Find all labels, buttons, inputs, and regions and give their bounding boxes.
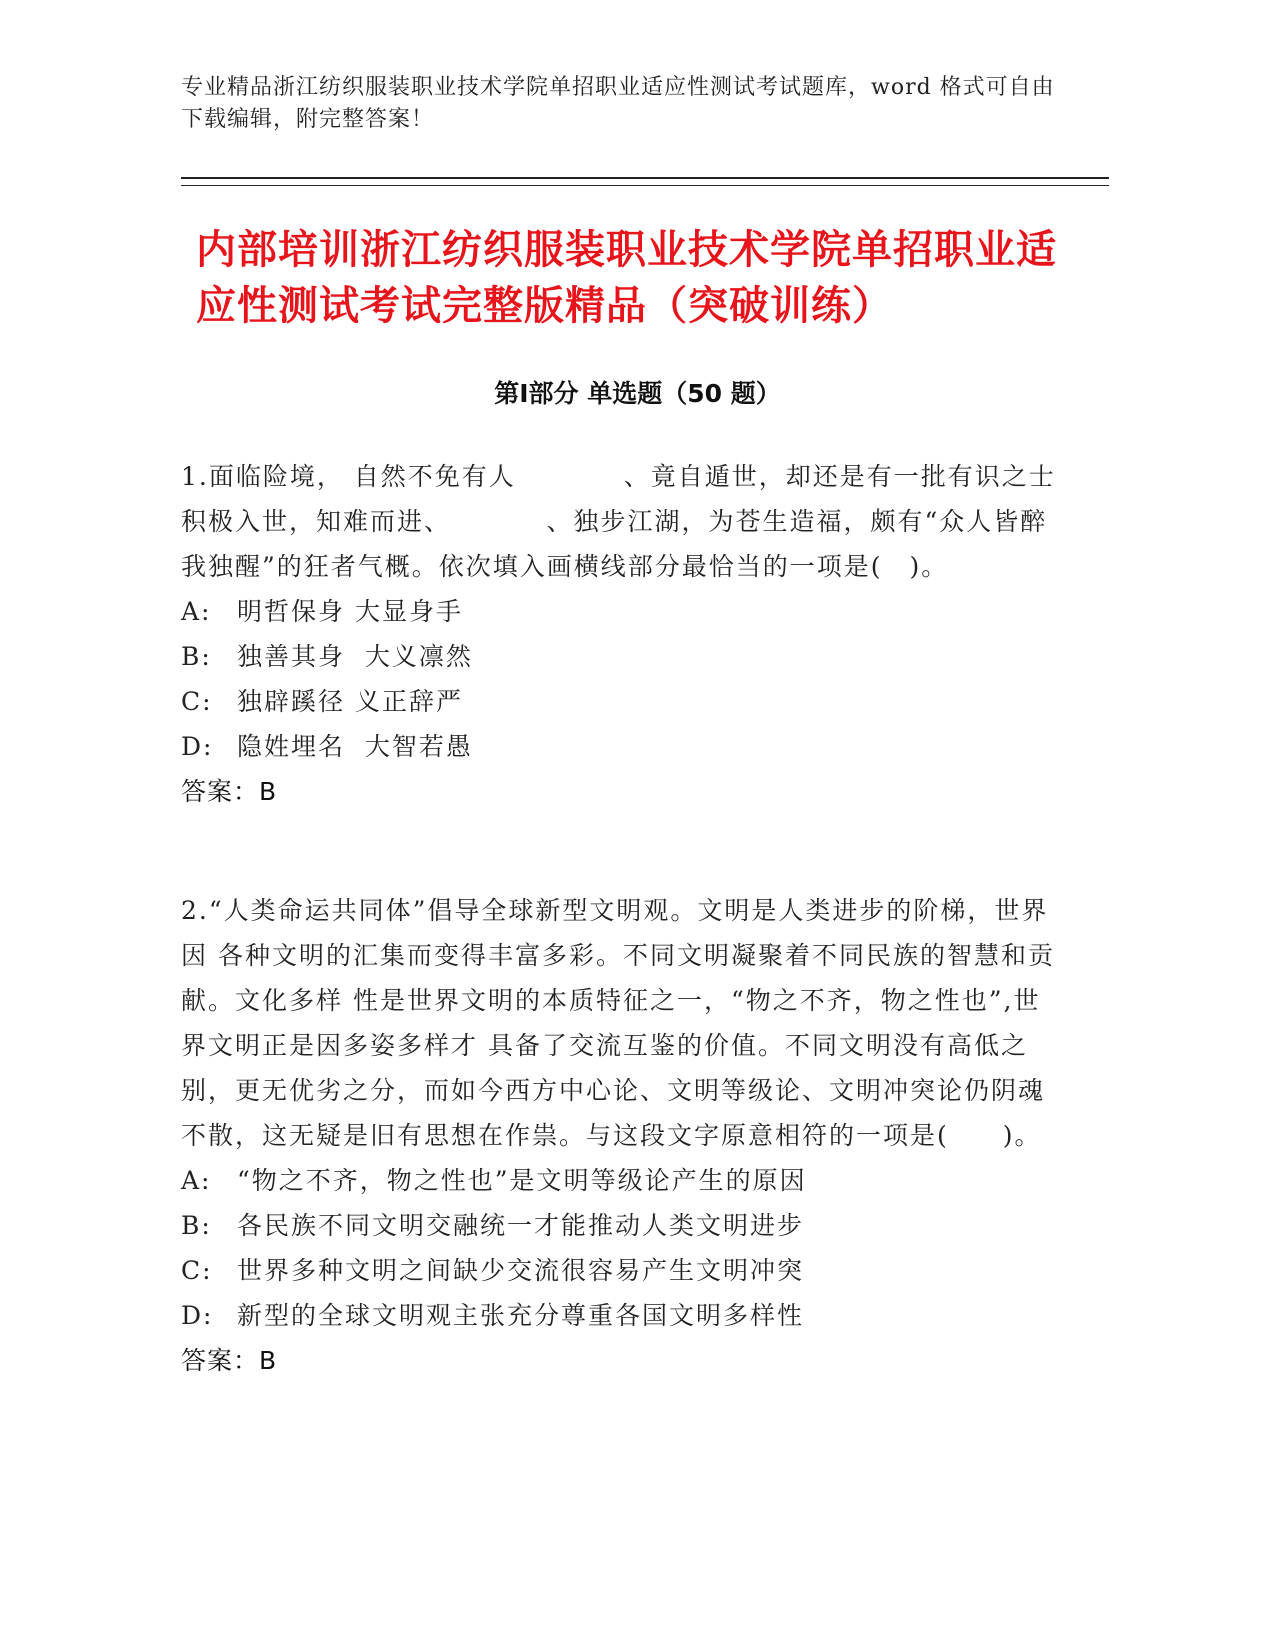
answer: 答案：B: [181, 1346, 278, 1375]
option-text: “物之不齐，物之性也”是文明等级论产生的原因: [237, 1166, 807, 1195]
option-d: [181, 724, 1061, 769]
option-d: [181, 1293, 1061, 1338]
question-1: [181, 454, 1061, 814]
option-text: 独辟蹊径 义正辞严: [237, 687, 463, 716]
option-text: 世界多种文明之间缺少交流很容易产生文明冲突: [237, 1256, 805, 1285]
option-b: [181, 1203, 1061, 1248]
question-2: [181, 888, 1061, 1383]
option-label: A:: [181, 597, 212, 626]
document-title: 内部培训浙江纺织服装职业技术学院单招职业适应性测试考试完整版精品（突破训练）: [196, 227, 1057, 329]
option-label: C:: [181, 687, 213, 716]
question-stem: 1.面临险境， 自然不免有人 、竟自遁世，却还是有一批有识之士积极入世，知难而进、 、独步江湖，为苍生造福，颇有“众人皆醉我独醒”的狂者气概。依次填入画横线部分最恰当的一项是( )。: [181, 462, 1056, 581]
option-text: 独善其身 大义凛然: [237, 642, 473, 671]
option-label: D:: [181, 732, 214, 761]
option-label: C:: [181, 1256, 213, 1285]
option-text: 新型的全球文明观主张充分尊重各国文明多样性: [237, 1301, 805, 1330]
option-label: B:: [181, 1211, 212, 1240]
option-text: 各民族不同文明交融统一才能推动人类文明进步: [237, 1211, 805, 1240]
question-stem: 2.“人类命运共同体”倡导全球新型文明观。文明是人类进步的阶梯，世界因 各种文明的汇集而变得丰富多彩。不同文明凝聚着不同民族的智慧和贡献。文化多样 性是世界文明的本质特征之一，“物之不齐，物之性也”,世界文明正是因多姿多样才 具备了交流互鉴的价值。不同文明没有高低之别，更无优劣之分，而如今西方中心论、文明等级论、文明冲突论仍阴魂不散，这无疑是旧有思想在作祟。与这段文字原意相符的一项是( )。: [181, 896, 1055, 1150]
option-label: A:: [181, 1166, 212, 1195]
header-divider-thin: [181, 185, 1109, 186]
option-c: [181, 1248, 1061, 1293]
option-text: 隐姓埋名 大智若愚: [237, 732, 473, 761]
option-label: B:: [181, 642, 212, 671]
option-text: 明哲保身 大显身手: [237, 597, 463, 626]
option-c: [181, 679, 1061, 724]
answer: 答案：B: [181, 777, 278, 806]
option-a: [181, 1158, 1061, 1203]
option-a: [181, 589, 1061, 634]
section-title: 第Ⅰ部分 单选题（50 题）: [494, 379, 781, 408]
option-b: [181, 634, 1061, 679]
header-divider: [181, 177, 1109, 179]
option-label: D:: [181, 1301, 214, 1330]
header-note: 专业精品浙江纺织服装职业技术学院单招职业适应性测试考试题库，word 格式可自由下载编辑，附完整答案！: [181, 75, 1055, 132]
